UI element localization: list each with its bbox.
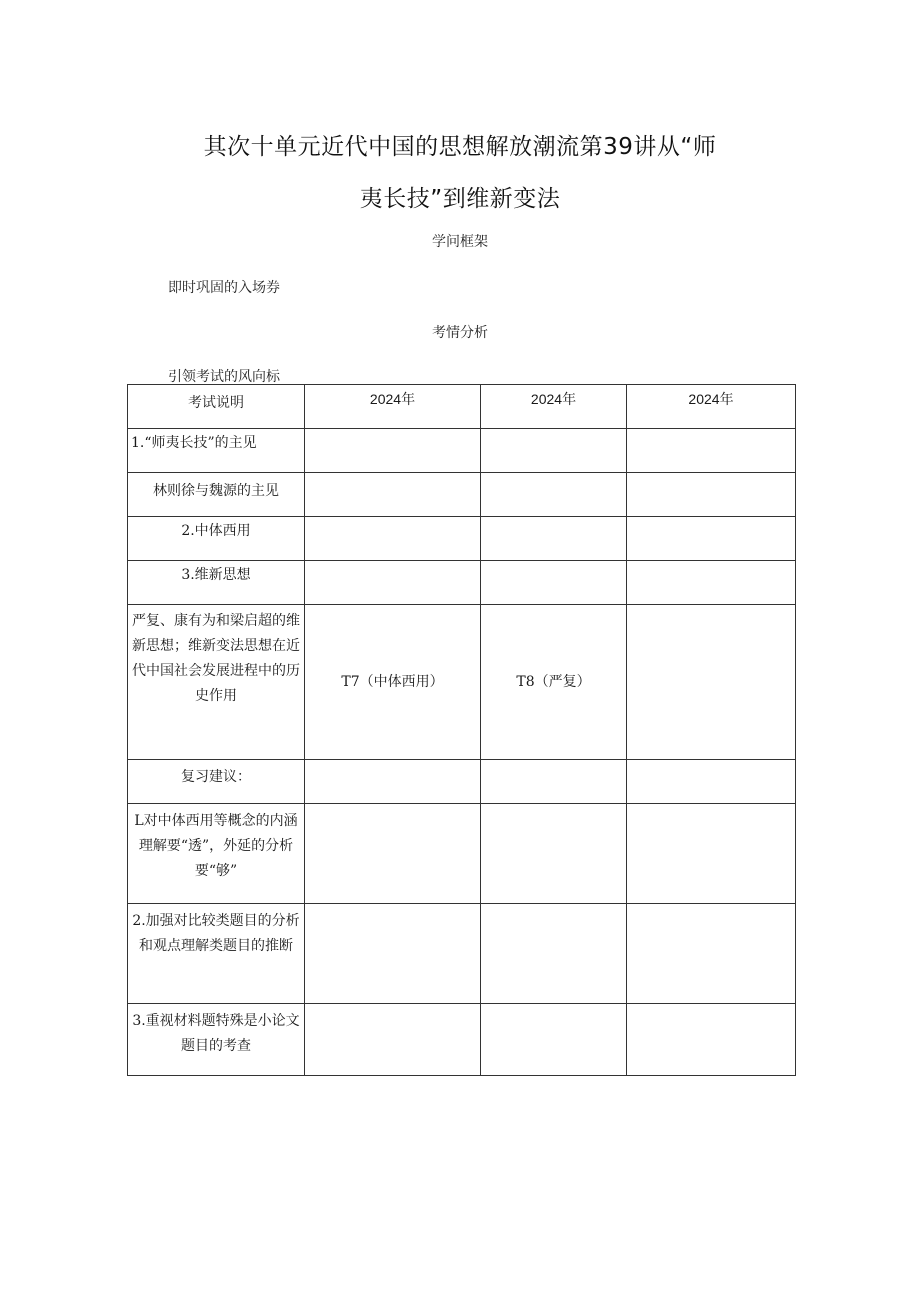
row-label: 3.维新思想 <box>128 561 305 605</box>
table-row <box>128 429 796 473</box>
header-exam-description: 考试说明 <box>128 385 305 429</box>
row-cell <box>305 561 481 605</box>
row-cell <box>305 804 481 904</box>
table-row <box>128 1004 796 1076</box>
row-cell <box>481 473 627 517</box>
table-row <box>128 804 796 904</box>
row-cell <box>481 561 627 605</box>
row-cell <box>481 429 627 473</box>
row-cell <box>481 517 627 561</box>
row-label: 2.加强对比较类题目的分析和观点理解类题目的推断 <box>128 904 305 1004</box>
header-year-1: 2024年 <box>305 385 481 429</box>
row-cell <box>481 804 627 904</box>
row-cell <box>627 1004 796 1076</box>
row-cell: T8（严复） <box>481 605 627 760</box>
table-row <box>128 760 796 804</box>
row-cell <box>305 473 481 517</box>
row-label: 1.“师夷长技”的主见 <box>128 429 305 473</box>
row-label: 3.重视材料题特殊是小论文题目的考查 <box>128 1004 305 1076</box>
table-row <box>128 517 796 561</box>
document-title-line-1: 其次十单元近代中国的思想解放潮流第39讲从“师 <box>203 134 717 160</box>
header-year-2: 2024年 <box>481 385 627 429</box>
row-cell <box>305 429 481 473</box>
table-row <box>128 561 796 605</box>
row-cell <box>305 904 481 1004</box>
table-row <box>128 605 796 760</box>
section-framework: 学问框架 <box>432 234 488 250</box>
row-cell <box>627 605 796 760</box>
row-cell <box>627 760 796 804</box>
section-quiz: 即时巩固的入场券 <box>168 280 280 296</box>
row-cell <box>627 429 796 473</box>
row-label: 林则徐与魏源的主见 <box>128 473 305 517</box>
table-row <box>128 473 796 517</box>
row-cell <box>481 760 627 804</box>
section-guide: 引领考试的风向标 <box>168 369 280 385</box>
row-label: 2.中体西用 <box>128 517 305 561</box>
row-label: 严复、康有为和梁启超的维新思想；维新变法思想在近代中国社会发展进程中的历史作用 <box>128 605 305 760</box>
row-cell: T7（中体西用） <box>305 605 481 760</box>
row-cell <box>305 760 481 804</box>
table-header-row <box>128 385 796 429</box>
row-cell <box>305 1004 481 1076</box>
row-cell <box>627 804 796 904</box>
exam-analysis-table <box>127 384 796 1076</box>
section-analysis: 考情分析 <box>432 325 488 341</box>
row-label: L对中体西用等概念的内涵理解要“透”，外延的分析要“够” <box>128 804 305 904</box>
row-cell <box>627 904 796 1004</box>
row-cell <box>627 473 796 517</box>
row-cell <box>627 561 796 605</box>
row-cell <box>481 904 627 1004</box>
row-label: 复习建议： <box>128 760 305 804</box>
header-year-3: 2024年 <box>627 385 796 429</box>
table-row <box>128 904 796 1004</box>
row-cell <box>305 517 481 561</box>
row-cell <box>481 1004 627 1076</box>
row-cell <box>627 517 796 561</box>
document-title-line-2: 夷长技”到维新变法 <box>359 186 561 212</box>
